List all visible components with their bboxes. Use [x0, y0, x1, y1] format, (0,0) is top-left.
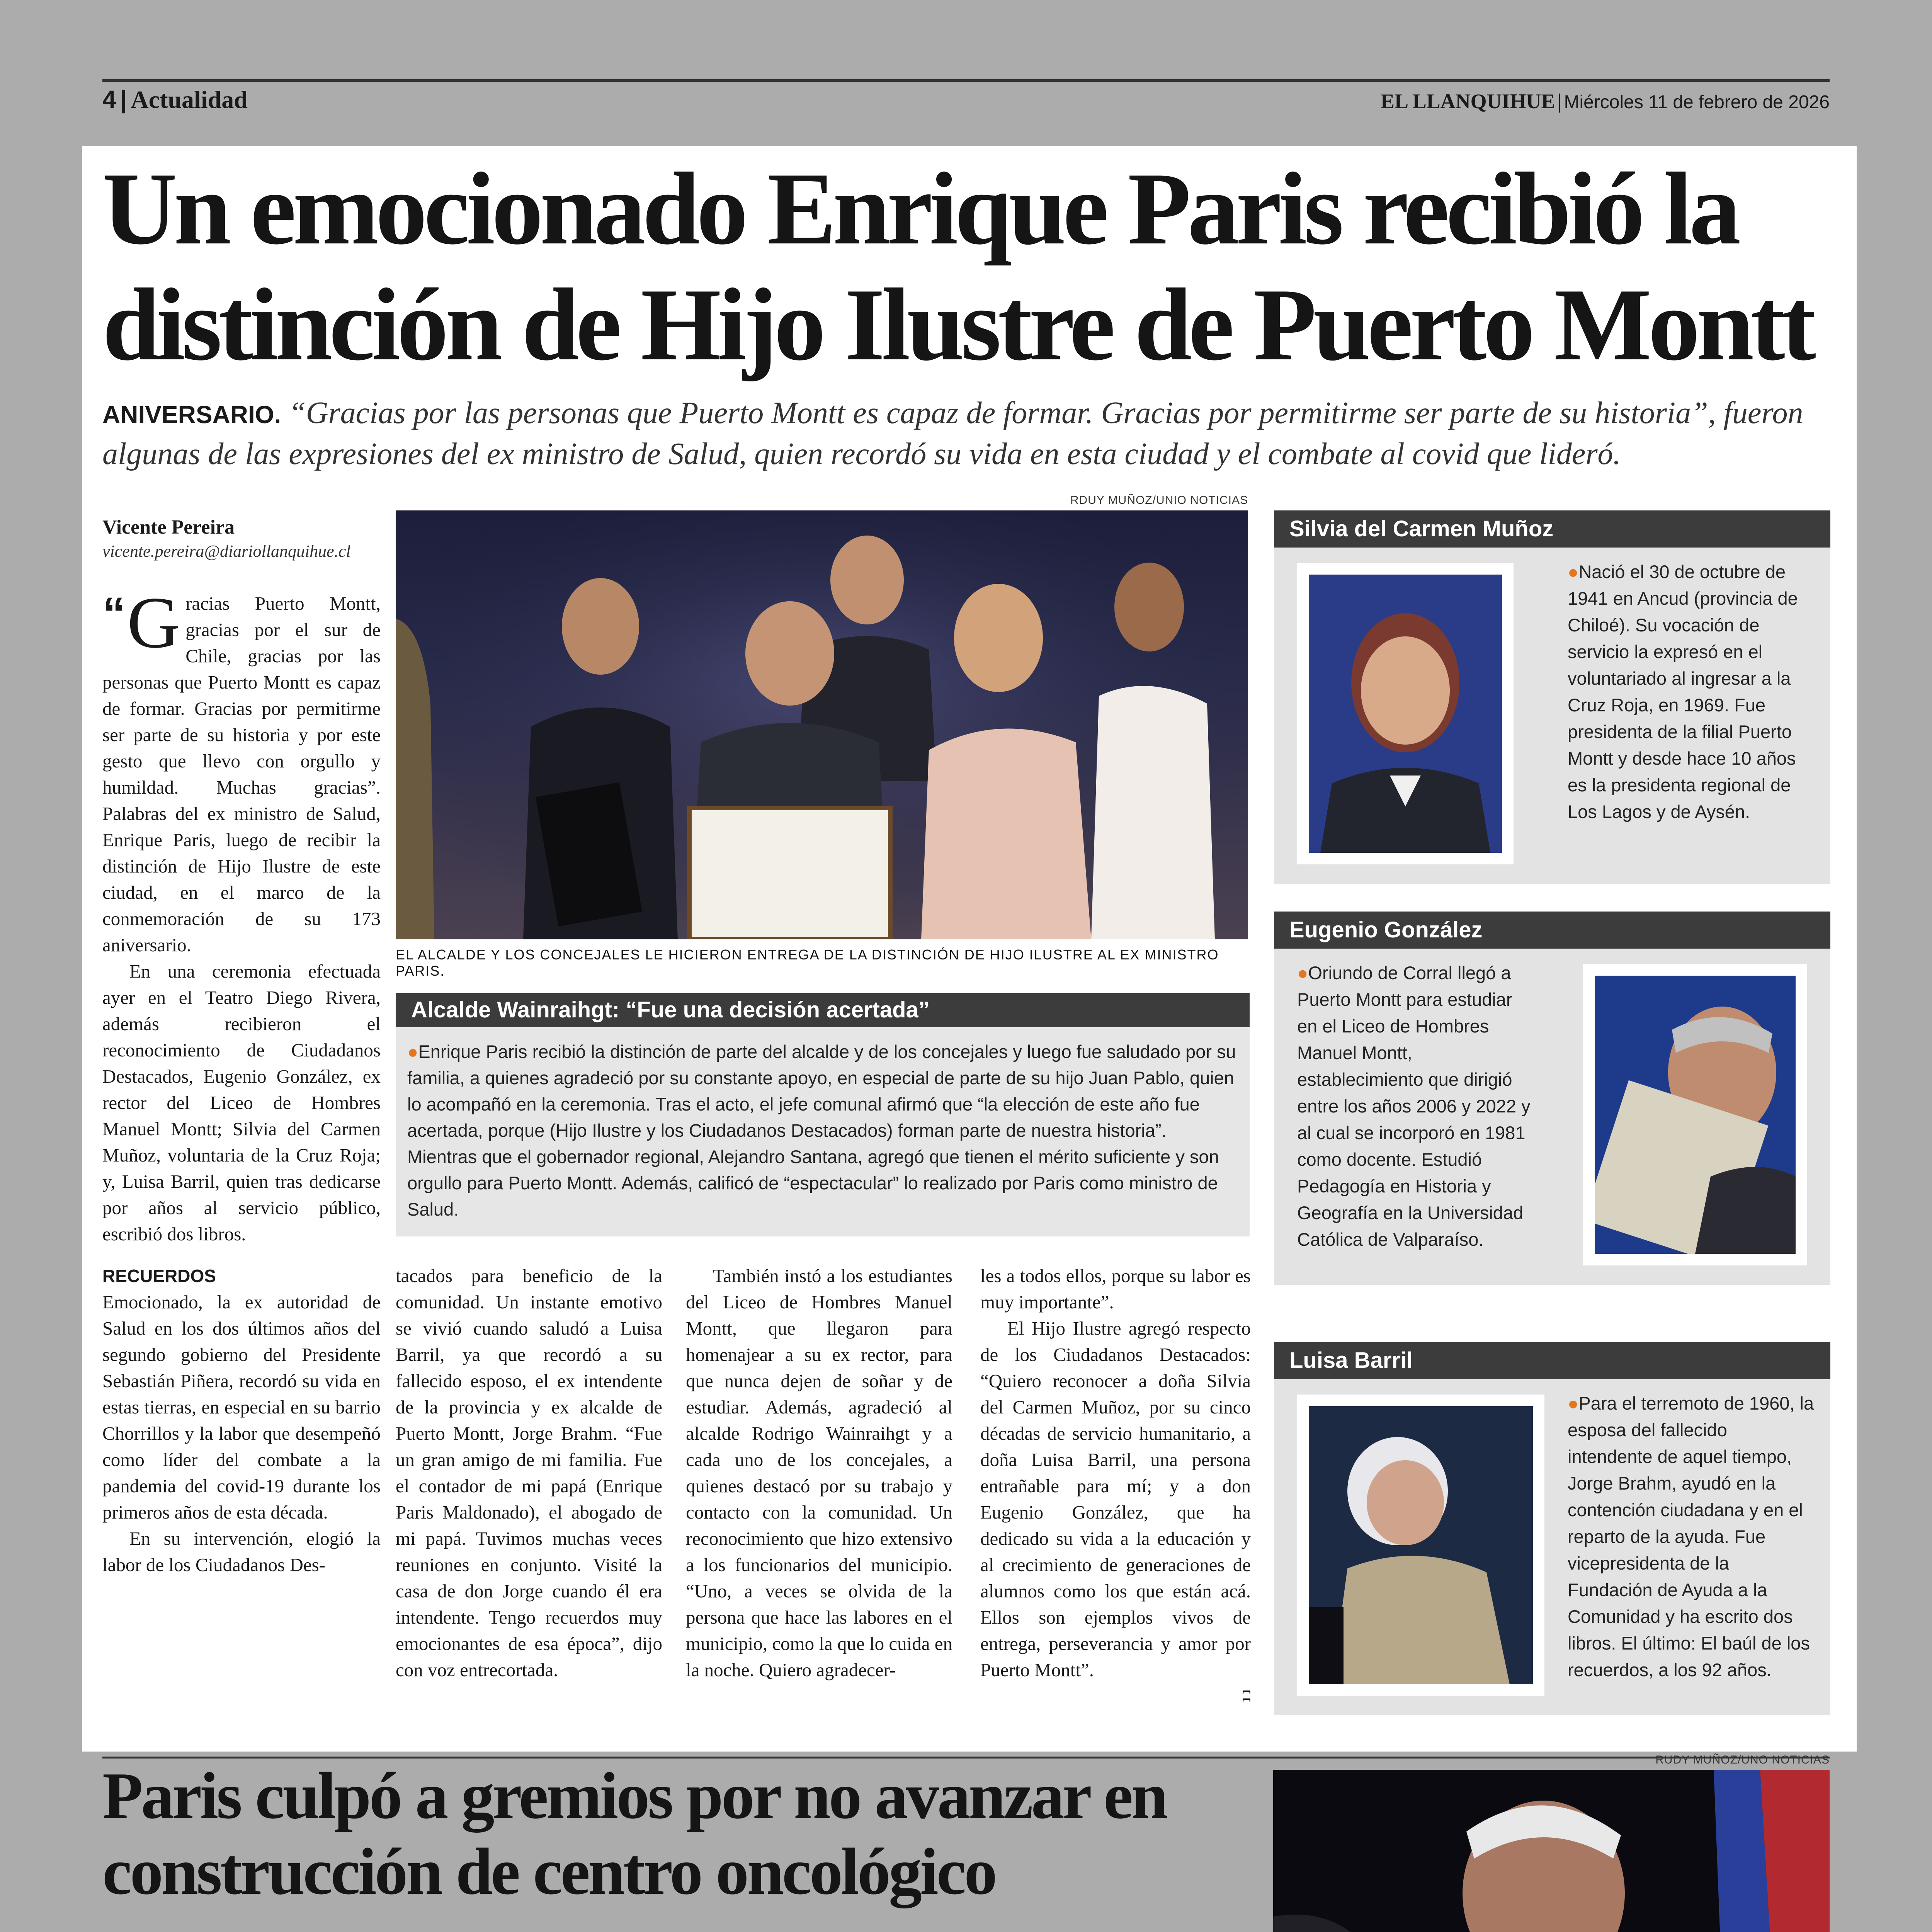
main-article [82, 146, 1857, 1752]
section-name: Actualidad [131, 86, 248, 113]
second-photo-credit: RUDY MUÑOZ/UNO NOTICIAS [1655, 1753, 1830, 1766]
byline [102, 515, 381, 563]
main-col1-p3: Emocionado, la ex autoridad de Salud en los dos últimos años del segundo gobierno del Presidente Sebastián Piñera, recordó su vida en estas tierras, en especial en su barrio Chorrillos y la labor que desempeñó como líder del combate a la pandemia del covid-19 durante los primeros años de esta década. [102, 1291, 381, 1523]
main-col-1 [102, 582, 381, 1578]
profile-luisa-title: Luisa Barril [1274, 1342, 1830, 1379]
profile-eugenio-text: ●Oriundo de Corral llegó a Puerto Montt para estudiar en el Liceo de Hombres Manuel Montt, establecimiento que dirigió entre los años 2006 y 2022 y al cual se incorporó en 1981 como docente. Estudió Pedagogía en Historia y Geografía en la Universidad Católica de Valparaíso. [1297, 963, 1531, 1250]
luisa-portrait [1309, 1406, 1533, 1684]
eugenio-portrait [1595, 976, 1796, 1254]
profile-luisa-text: ●Para el terremoto de 1960, la esposa del fallecido intendente de aquel tiempo, Jorge Brahm, ayudó en la contención ciudadana y en el reparto de la ayuda. Fue vicepresidenta de la Fundación de Ayuda a la Comunidad y ha escrito dos libros. El último: El baúl de los recuerdos, a los 92 años. [1568, 1393, 1814, 1680]
profile-eugenio-photo [1583, 964, 1807, 1265]
ceremony-photo [396, 510, 1248, 939]
profile-luisa-box [1274, 1379, 1830, 1715]
page-header-right: EL LLANQUIHUE | Miércoles 11 de febrero de 2026 [1381, 90, 1830, 113]
main-end-mark: ʭ [1242, 1686, 1251, 1706]
subhead-recuerdos: RECUERDOS [102, 1266, 216, 1286]
page-header-left: 4 | Actualidad [102, 85, 248, 113]
main-col-2: tacados para beneficio de la comunidad. Un instante emotivo se vivió cuando saludó a Luisa Barril, ya que recordó a su fallecido esposo, el ex intendente de la provincia y ex alcalde de Puerto Montt, Jorge Brahm. “Fue un gran amigo de mi familia. Fue el contador de mi papá (Enrique Paris Maldonado), el abogado de mi papá. Tuvimos muchas veces reuniones en conjunto. Visité la casa de don Jorge cuando él era intendente. Tengo recuerdos muy emocionantes de esa época”, dijo con voz entrecortada. [396, 1265, 662, 1680]
main-dropcap: G [127, 582, 180, 663]
main-deck [102, 393, 1833, 474]
main-deck-text: “Gracias por las personas que Puerto Montt es capaz de formar. Gracias por permitirme ser parte de su historia”, fueron algunas de las expresiones del ex ministro de Salud, quien recordó su vida en esta ciudad y el combate al covid que lideró. [102, 396, 1803, 471]
silvia-portrait [1309, 575, 1502, 853]
paris-speech-photo [1273, 1770, 1830, 1932]
main-photo-caption: EL ALCALDE Y LOS CONCEJALES LE HICIERON ENTREGA DE LA DISTINCIÓN DE HIJO ILUSTRE AL EX MINISTRO PARIS. [396, 947, 1219, 979]
alcalde-box-text: ●Enrique Paris recibió la distinción de parte del alcalde y de los concejales y luego fue saludado por su familia, a quienes agradeció por su constante apoyo, en especial de parte de su hijo Juan Pablo, quien lo acompañó en la ceremonia. Tras el acto, el jefe comunal afirmó que “la elección de este año fue acertada, porque (Hijo Ilustre y los Ciudadanos Destacados) forman parte de nuestra historia”. Mientras que el gobernador regional, Alejandro Santana, agregó que tienen el mérito suficiente y son orgullo para Puerto Montt. Además, calificó de “espectacular” lo realizado por Paris como ministro de Salud. [407, 1041, 1236, 1219]
profile-silvia-text: ●Nació el 30 de octubre de 1941 en Ancud (provincia de Chiloé). Su vocación de servicio la expresó en el voluntariado al ingresar a la Cruz Roja, en 1969. Fue presidenta de la filial Puerto Montt y desde hace 10 años es la presidenta regional de Los Lagos y de Aysén. [1568, 561, 1798, 822]
profile-luisa-photo [1297, 1395, 1544, 1696]
alcalde-box-title: Alcalde Wainraihgt: “Fue una decisión acertada” [396, 993, 1250, 1027]
profile-silvia-title: Silvia del Carmen Muñoz [1274, 510, 1830, 548]
page-number: 4 [102, 85, 116, 113]
main-photo [396, 510, 1248, 939]
newspaper-name: EL LLANQUIHUE [1381, 90, 1555, 113]
profile-eugenio-box [1274, 949, 1830, 1285]
main-col-3: También instó a los estudiantes del Liceo de Hombres Manuel Montt, que llegaron para homenajear a su ex rector, para que nunca dejen de soñar y de estudiar. Además, agradeció al alcalde Rodrigo Wainraihgt y a cada uno de los concejales, a quienes destacó por su trabajo y contacto con la comunidad. Un reconocimiento que hizo extensivo a los funcionarios del municipio. “Uno, a veces se olvida de la persona que hace las labores en el municipio, como la que lo cuida en la noche. Quiero agradecer- [686, 1265, 952, 1680]
issue-date: Miércoles 11 de febrero de 2026 [1564, 92, 1830, 112]
main-photo-credit: RDUY MUÑOZ/UNIO NOTICIAS [1070, 494, 1248, 507]
author-name: Vicente Pereira [102, 516, 235, 538]
main-col1-p4: En su intervención, elogió la labor de los Ciudadanos Des- [102, 1528, 381, 1575]
profile-silvia-box [1274, 548, 1830, 884]
author-email[interactable]: vicente.pereira@diariollanquihue.cl [102, 542, 351, 561]
main-headline: Un emocionado Enrique Paris recibió la distinción de Hijo Ilustre de Puerto Montt [102, 151, 1813, 382]
main-col-4: les a todos ellos, porque su labor es muy importante”. El Hijo Ilustre agregó respecto de los Ciudadanos Destacados: “Quiero reconocer a doña Silvia del Carmen Muñoz, por su cinco décadas de servicio humanitario, a doña Luisa Barril, una persona entrañable para mí; y a don Eugenio González, que ha dedicado su vida a la educación y al crecimiento de generaciones de alumnos como los que están acá. Ellos son ejemplos vivos de entrega, perseverancia y amor por Puerto Montt”. ʭ [980, 1263, 1251, 1709]
alcalde-box [396, 993, 1250, 1236]
main-kicker: ANIVERSARIO. [102, 401, 281, 429]
second-headline: Paris culpó a gremios por no avanzar en construcción de centro oncológico [102, 1759, 1166, 1908]
main-col1-p1: “ G racias Puerto Montt, gracias por el sur de Chile, gracias por las personas que Puerto Montt es capaz de formar. Gracias por permitirme ser parte de su historia y por este gesto que llevo con orgullo y humildad. Muchas gracias”. Palabras del ex ministro de Salud, Enrique Paris, luego de recibir la distinción de Hijo Ilustre de este ciudad, en el marco de la conmemoración de su 173 aniversario. [102, 582, 381, 956]
profile-eugenio-title: Eugenio González [1274, 912, 1830, 949]
main-col1-p2: En una ceremonia efectuada ayer en el Teatro Diego Rivera, además recibieron el reconocimiento de Ciudadanos Destacados, Eugenio González, ex rector del Liceo de Hombres Manuel Montt; Silvia del Carmen Muñoz, voluntaria de la Cruz Roja; y, Luisa Barril, quien tras dedicarse por años al servicio público, escribió dos libros. [102, 961, 381, 1245]
second-photo [1273, 1770, 1830, 1932]
profile-silvia-photo [1297, 563, 1514, 864]
top-rule [102, 79, 1830, 82]
